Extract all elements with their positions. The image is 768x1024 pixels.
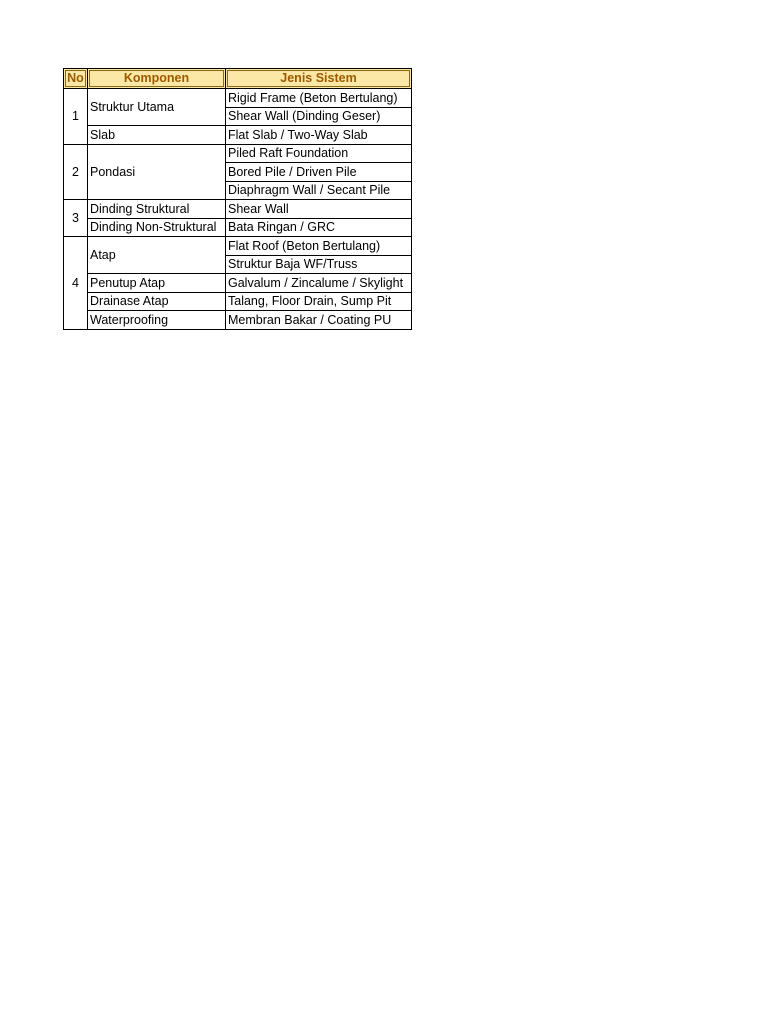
table-row [64,237,412,256]
cell-jenis-sistem[interactable]: Shear Wall (Dinding Geser) [226,107,412,126]
header-jenis-sistem[interactable]: Jenis Sistem [226,69,412,89]
table-row [64,218,412,237]
header-no[interactable]: No [64,69,88,89]
cell-jenis-sistem[interactable]: Piled Raft Foundation [226,144,412,163]
table-row [64,274,412,293]
cell-jenis-sistem[interactable]: Shear Wall [226,200,412,219]
table-row [64,89,412,108]
cell-komponen[interactable]: Drainase Atap [88,292,226,311]
header-row [64,69,412,89]
cell-jenis-sistem[interactable]: Flat Roof (Beton Bertulang) [226,237,412,256]
table-row [64,292,412,311]
cell-no[interactable]: 2 [64,144,88,200]
table-row [64,200,412,219]
cell-komponen[interactable]: Slab [88,126,226,145]
table-row [64,126,412,145]
table-row [64,144,412,163]
cell-jenis-sistem[interactable]: Flat Slab / Two-Way Slab [226,126,412,145]
cell-komponen[interactable]: Dinding Non-Struktural [88,218,226,237]
table-row [64,311,412,330]
cell-jenis-sistem[interactable]: Bored Pile / Driven Pile [226,163,412,182]
cell-jenis-sistem[interactable]: Rigid Frame (Beton Bertulang) [226,89,412,108]
cell-jenis-sistem[interactable]: Galvalum / Zincalume / Skylight [226,274,412,293]
cell-jenis-sistem[interactable]: Diaphragm Wall / Secant Pile [226,181,412,200]
cell-komponen[interactable]: Atap [88,237,226,274]
cell-jenis-sistem[interactable]: Bata Ringan / GRC [226,218,412,237]
components-table [63,68,412,330]
cell-no[interactable]: 3 [64,200,88,237]
cell-jenis-sistem[interactable]: Membran Bakar / Coating PU [226,311,412,330]
cell-komponen[interactable]: Struktur Utama [88,89,226,126]
table-body [64,89,412,330]
cell-komponen[interactable]: Dinding Struktural [88,200,226,219]
cell-jenis-sistem[interactable]: Talang, Floor Drain, Sump Pit [226,292,412,311]
cell-komponen[interactable]: Waterproofing [88,311,226,330]
cell-komponen[interactable]: Penutup Atap [88,274,226,293]
cell-komponen[interactable]: Pondasi [88,144,226,200]
cell-jenis-sistem[interactable]: Struktur Baja WF/Truss [226,255,412,274]
cell-no[interactable]: 4 [64,237,88,330]
header-komponen[interactable]: Komponen [88,69,226,89]
cell-no[interactable]: 1 [64,89,88,145]
